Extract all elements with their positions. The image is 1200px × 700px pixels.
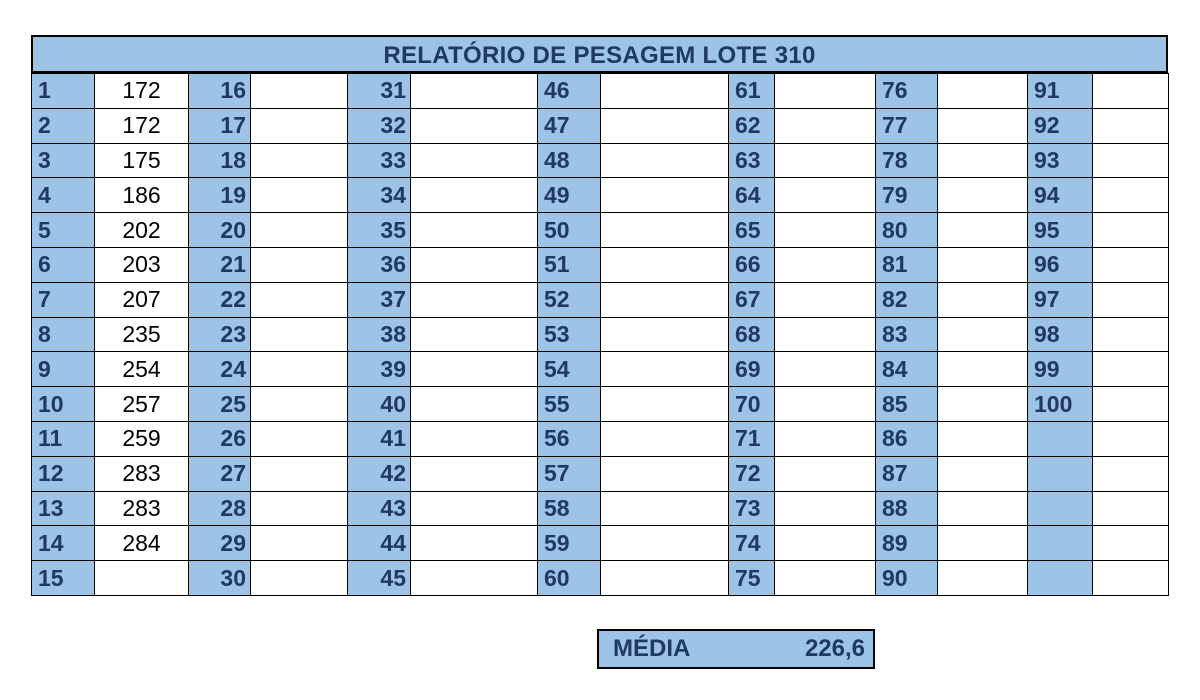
animal-number-cell: 92	[1028, 108, 1093, 143]
empty-number-cell	[1028, 491, 1093, 526]
animal-number-cell: 4	[32, 178, 95, 213]
weight-cell[interactable]	[251, 561, 348, 596]
weight-cell[interactable]: 259	[95, 421, 189, 456]
table-row	[32, 247, 1169, 282]
weight-cell[interactable]	[775, 213, 876, 248]
weight-cell[interactable]	[601, 282, 729, 317]
weight-cell[interactable]	[775, 74, 876, 109]
weight-cell[interactable]: 254	[95, 352, 189, 387]
animal-number-cell: 16	[189, 74, 251, 109]
weight-cell[interactable]	[411, 491, 538, 526]
weight-cell[interactable]	[251, 387, 348, 422]
animal-number-cell: 98	[1028, 317, 1093, 352]
animal-number-cell: 2	[32, 108, 95, 143]
animal-number-cell: 62	[729, 108, 775, 143]
weight-cell[interactable]	[251, 178, 348, 213]
animal-number-cell: 90	[876, 561, 938, 596]
animal-number-cell: 7	[32, 282, 95, 317]
weight-cell[interactable]	[251, 108, 348, 143]
weight-cell[interactable]	[938, 143, 1028, 178]
weight-cell[interactable]	[251, 421, 348, 456]
weight-cell[interactable]	[1093, 387, 1169, 422]
animal-number-cell: 59	[538, 526, 601, 561]
animal-number-cell: 96	[1028, 247, 1093, 282]
weight-cell[interactable]	[938, 108, 1028, 143]
empty-number-cell	[1028, 561, 1093, 596]
weight-cell[interactable]: 172	[95, 74, 189, 109]
weight-cell[interactable]: 202	[95, 213, 189, 248]
weight-cell[interactable]	[1093, 247, 1169, 282]
table-row	[32, 561, 1169, 596]
animal-number-cell: 44	[348, 526, 411, 561]
animal-number-cell: 5	[32, 213, 95, 248]
weight-cell[interactable]	[251, 282, 348, 317]
animal-number-cell: 55	[538, 387, 601, 422]
weight-cell[interactable]	[601, 456, 729, 491]
animal-number-cell: 6	[32, 247, 95, 282]
weight-cell[interactable]	[775, 143, 876, 178]
animal-number-cell: 8	[32, 317, 95, 352]
weight-cell[interactable]	[775, 178, 876, 213]
animal-number-cell: 11	[32, 421, 95, 456]
weight-cell[interactable]	[1093, 491, 1169, 526]
animal-number-cell: 35	[348, 213, 411, 248]
animal-number-cell: 61	[729, 74, 775, 109]
animal-number-cell: 27	[189, 456, 251, 491]
weight-cell[interactable]	[938, 282, 1028, 317]
animal-number-cell: 100	[1028, 387, 1093, 422]
weight-cell[interactable]	[251, 247, 348, 282]
table-row	[32, 491, 1169, 526]
table-row	[32, 456, 1169, 491]
weight-cell[interactable]	[938, 561, 1028, 596]
weight-cell[interactable]	[411, 143, 538, 178]
animal-number-cell: 58	[538, 491, 601, 526]
animal-number-cell: 32	[348, 108, 411, 143]
animal-number-cell: 51	[538, 247, 601, 282]
weight-cell[interactable]	[775, 352, 876, 387]
animal-number-cell: 38	[348, 317, 411, 352]
animal-number-cell: 49	[538, 178, 601, 213]
weight-cell[interactable]	[1093, 178, 1169, 213]
animal-number-cell: 18	[189, 143, 251, 178]
animal-number-cell: 21	[189, 247, 251, 282]
animal-number-cell: 72	[729, 456, 775, 491]
animal-number-cell: 75	[729, 561, 775, 596]
report-title: RELATÓRIO DE PESAGEM LOTE 310	[31, 35, 1168, 73]
table-row	[32, 387, 1169, 422]
animal-number-cell: 77	[876, 108, 938, 143]
weight-cell[interactable]	[601, 352, 729, 387]
animal-number-cell: 24	[189, 352, 251, 387]
weight-cell[interactable]	[938, 491, 1028, 526]
animal-number-cell: 60	[538, 561, 601, 596]
weight-cell[interactable]	[251, 526, 348, 561]
animal-number-cell: 91	[1028, 74, 1093, 109]
animal-number-cell: 33	[348, 143, 411, 178]
weight-cell[interactable]	[938, 387, 1028, 422]
animal-number-cell: 93	[1028, 143, 1093, 178]
animal-number-cell: 48	[538, 143, 601, 178]
animal-number-cell: 56	[538, 421, 601, 456]
animal-number-cell: 99	[1028, 352, 1093, 387]
animal-number-cell: 23	[189, 317, 251, 352]
animal-number-cell: 3	[32, 143, 95, 178]
weight-cell[interactable]	[411, 387, 538, 422]
weight-cell[interactable]	[411, 421, 538, 456]
animal-number-cell: 64	[729, 178, 775, 213]
animal-number-cell: 46	[538, 74, 601, 109]
weight-cell[interactable]	[775, 421, 876, 456]
weight-cell[interactable]	[411, 74, 538, 109]
weight-cell[interactable]	[251, 143, 348, 178]
weight-cell[interactable]	[1093, 526, 1169, 561]
weight-cell[interactable]	[251, 352, 348, 387]
animal-number-cell: 82	[876, 282, 938, 317]
weights-table	[31, 73, 1169, 596]
animal-number-cell: 26	[189, 421, 251, 456]
weight-cell[interactable]	[601, 491, 729, 526]
table-row	[32, 74, 1169, 109]
animal-number-cell: 50	[538, 213, 601, 248]
empty-number-cell	[1028, 526, 1093, 561]
animal-number-cell: 69	[729, 352, 775, 387]
empty-number-cell	[1028, 421, 1093, 456]
weight-cell[interactable]	[411, 108, 538, 143]
animal-number-cell: 76	[876, 74, 938, 109]
weight-cell[interactable]	[1093, 456, 1169, 491]
animal-number-cell: 20	[189, 213, 251, 248]
weight-cell[interactable]	[411, 317, 538, 352]
animal-number-cell: 29	[189, 526, 251, 561]
weight-cell[interactable]	[1093, 143, 1169, 178]
animal-number-cell: 66	[729, 247, 775, 282]
weight-cell[interactable]	[601, 526, 729, 561]
average-box	[597, 629, 875, 669]
weight-cell[interactable]	[251, 213, 348, 248]
animal-number-cell: 1	[32, 74, 95, 109]
animal-number-cell: 65	[729, 213, 775, 248]
weight-cell[interactable]: 207	[95, 282, 189, 317]
weight-cell[interactable]	[601, 561, 729, 596]
animal-number-cell: 47	[538, 108, 601, 143]
weight-cell[interactable]: 172	[95, 108, 189, 143]
animal-number-cell: 45	[348, 561, 411, 596]
weight-cell[interactable]	[1093, 561, 1169, 596]
weight-cell[interactable]	[938, 247, 1028, 282]
animal-number-cell: 9	[32, 352, 95, 387]
animal-number-cell: 10	[32, 387, 95, 422]
animal-number-cell: 40	[348, 387, 411, 422]
weight-cell[interactable]	[938, 526, 1028, 561]
animal-number-cell: 28	[189, 491, 251, 526]
weight-cell[interactable]	[601, 74, 729, 109]
weight-cell[interactable]	[938, 456, 1028, 491]
weight-cell[interactable]	[775, 247, 876, 282]
animal-number-cell: 52	[538, 282, 601, 317]
animal-number-cell: 43	[348, 491, 411, 526]
animal-number-cell: 19	[189, 178, 251, 213]
weight-cell[interactable]	[251, 491, 348, 526]
weight-cell[interactable]	[775, 456, 876, 491]
animal-number-cell: 84	[876, 352, 938, 387]
weight-cell[interactable]	[1093, 421, 1169, 456]
weighing-report-sheet	[31, 35, 1168, 596]
empty-number-cell	[1028, 456, 1093, 491]
weight-cell[interactable]	[251, 317, 348, 352]
animal-number-cell: 97	[1028, 282, 1093, 317]
animal-number-cell: 42	[348, 456, 411, 491]
weight-cell[interactable]	[775, 387, 876, 422]
weight-cell[interactable]: 235	[95, 317, 189, 352]
weight-cell[interactable]	[411, 247, 538, 282]
animal-number-cell: 41	[348, 421, 411, 456]
weight-cell[interactable]	[251, 456, 348, 491]
weight-cell[interactable]	[411, 561, 538, 596]
animal-number-cell: 12	[32, 456, 95, 491]
animal-number-cell: 86	[876, 421, 938, 456]
weight-cell[interactable]	[1093, 352, 1169, 387]
animal-number-cell: 71	[729, 421, 775, 456]
average-label: MÉDIA	[613, 635, 691, 662]
animal-number-cell: 95	[1028, 213, 1093, 248]
weight-cell[interactable]	[1093, 108, 1169, 143]
animal-number-cell: 17	[189, 108, 251, 143]
animal-number-cell: 85	[876, 387, 938, 422]
weight-cell[interactable]	[251, 74, 348, 109]
animal-number-cell: 63	[729, 143, 775, 178]
animal-number-cell: 80	[876, 213, 938, 248]
weight-cell[interactable]	[601, 421, 729, 456]
animal-number-cell: 68	[729, 317, 775, 352]
weight-cell[interactable]	[411, 213, 538, 248]
animal-number-cell: 53	[538, 317, 601, 352]
weight-cell[interactable]	[775, 526, 876, 561]
table-row	[32, 317, 1169, 352]
weight-cell[interactable]: 284	[95, 526, 189, 561]
weight-cell[interactable]	[775, 317, 876, 352]
weight-cell[interactable]	[601, 317, 729, 352]
animal-number-cell: 67	[729, 282, 775, 317]
animal-number-cell: 34	[348, 178, 411, 213]
average-value: 226,6	[804, 635, 865, 662]
table-row	[32, 421, 1169, 456]
weight-cell[interactable]	[601, 143, 729, 178]
weight-cell[interactable]	[775, 491, 876, 526]
weight-cell[interactable]	[775, 108, 876, 143]
weight-cell[interactable]	[601, 387, 729, 422]
animal-number-cell: 14	[32, 526, 95, 561]
weight-cell[interactable]	[411, 352, 538, 387]
weight-cell[interactable]: 175	[95, 143, 189, 178]
animal-number-cell: 54	[538, 352, 601, 387]
animal-number-cell: 36	[348, 247, 411, 282]
weight-cell[interactable]	[938, 317, 1028, 352]
weight-cell[interactable]	[1093, 317, 1169, 352]
animal-number-cell: 39	[348, 352, 411, 387]
weight-cell[interactable]	[938, 352, 1028, 387]
weight-cell[interactable]: 283	[95, 456, 189, 491]
animal-number-cell: 88	[876, 491, 938, 526]
weight-cell[interactable]	[938, 421, 1028, 456]
weight-cell[interactable]	[95, 561, 189, 596]
table-row	[32, 282, 1169, 317]
weight-cell[interactable]	[938, 74, 1028, 109]
animal-number-cell: 22	[189, 282, 251, 317]
animal-number-cell: 37	[348, 282, 411, 317]
animal-number-cell: 81	[876, 247, 938, 282]
weight-cell[interactable]	[1093, 282, 1169, 317]
weight-cell[interactable]: 257	[95, 387, 189, 422]
animal-number-cell: 94	[1028, 178, 1093, 213]
table-row	[32, 213, 1169, 248]
animal-number-cell: 79	[876, 178, 938, 213]
animal-number-cell: 83	[876, 317, 938, 352]
animal-number-cell: 15	[32, 561, 95, 596]
weight-cell[interactable]	[411, 282, 538, 317]
animal-number-cell: 73	[729, 491, 775, 526]
animal-number-cell: 74	[729, 526, 775, 561]
table-row	[32, 178, 1169, 213]
animal-number-cell: 70	[729, 387, 775, 422]
animal-number-cell: 31	[348, 74, 411, 109]
weight-cell[interactable]: 186	[95, 178, 189, 213]
weight-cell[interactable]	[775, 282, 876, 317]
animal-number-cell: 89	[876, 526, 938, 561]
weight-cell[interactable]	[601, 108, 729, 143]
weight-cell[interactable]	[601, 178, 729, 213]
animal-number-cell: 57	[538, 456, 601, 491]
table-row	[32, 352, 1169, 387]
weight-cell[interactable]: 203	[95, 247, 189, 282]
weight-cell[interactable]	[938, 178, 1028, 213]
animal-number-cell: 87	[876, 456, 938, 491]
weight-cell[interactable]	[411, 526, 538, 561]
weight-cell[interactable]	[938, 213, 1028, 248]
table-row	[32, 108, 1169, 143]
animal-number-cell: 30	[189, 561, 251, 596]
table-row	[32, 526, 1169, 561]
weight-cell[interactable]	[1093, 74, 1169, 109]
weight-cell[interactable]	[601, 213, 729, 248]
animal-number-cell: 13	[32, 491, 95, 526]
weight-cell[interactable]	[601, 247, 729, 282]
weight-cell[interactable]	[411, 456, 538, 491]
animal-number-cell: 78	[876, 143, 938, 178]
weight-cell[interactable]	[411, 178, 538, 213]
weight-cell[interactable]: 283	[95, 491, 189, 526]
weight-cell[interactable]	[775, 561, 876, 596]
table-row	[32, 143, 1169, 178]
animal-number-cell: 25	[189, 387, 251, 422]
weight-cell[interactable]	[1093, 213, 1169, 248]
